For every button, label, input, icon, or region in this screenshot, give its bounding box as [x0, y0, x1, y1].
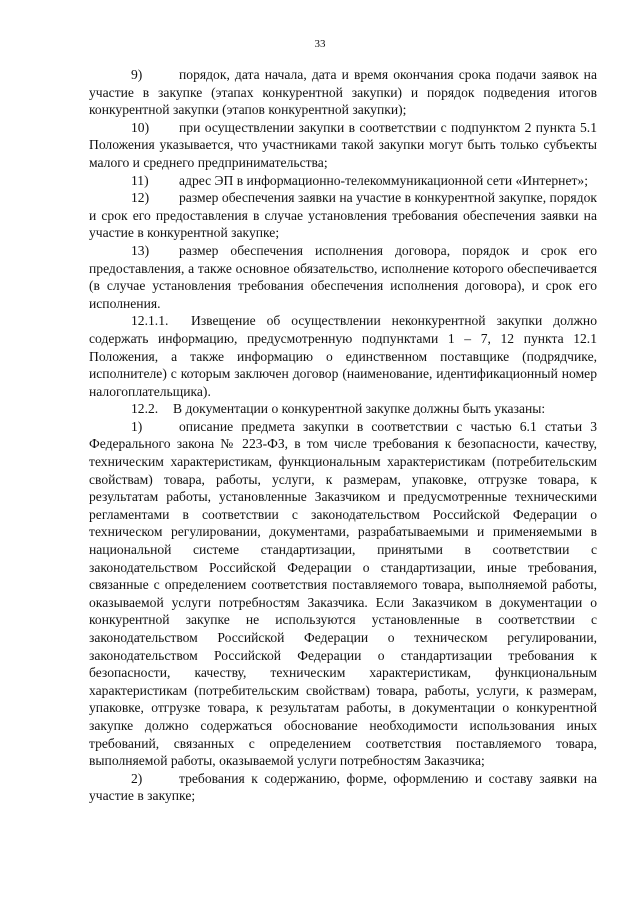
- item-number: 12): [131, 190, 150, 206]
- item-number: 13): [131, 242, 150, 258]
- list-item: [89, 66, 597, 119]
- section-text: Извещение об осуществлении неконкурентной закупки должно содержать информацию, предусмотренную подпунктами 1 – 7, 12 пункта 12.1 Положения, а также информацию о единственном поставщике (подрядчике, исполнителе) с которым заключен договор (наименование, идентификационный номер налогоплательщика).: [89, 313, 597, 399]
- list-item: [89, 770, 597, 805]
- item-number: 11): [131, 172, 149, 188]
- item-text: размер обеспечения заявки на участие в конкурентной закупке, порядок и срок его предоставления в случае установления требования обеспечения заявки на участие в конкурентной закупке;: [89, 190, 597, 241]
- list-item: [89, 119, 597, 172]
- item-text: требования к содержанию, форме, оформлению и составу заявки на участие в закупке;: [89, 770, 597, 804]
- item-text: при осуществлении закупки в соответствии с подпунктом 2 пункта 5.1 Положения указывается, что участниками такой закупки могут быть только субъекты малого и среднего предпринимательства;: [89, 119, 597, 170]
- item-text: адрес ЭП в информационно-телекоммуникационной сети «Интернет»;: [179, 172, 588, 188]
- document-body: [89, 66, 597, 805]
- item-text: порядок, дата начала, дата и время окончания срока подачи заявок на участие в закупке (этапах конкурентной закупки) и порядок подведения итогов конкурентной закупки (этапов конкурентной закупки);: [89, 67, 597, 118]
- section-text: В документации о конкурентной закупке должны быть указаны:: [173, 401, 546, 417]
- section-paragraph: [89, 400, 597, 418]
- list-item: [89, 189, 597, 242]
- item-text: описание предмета закупки в соответствии с частью 6.1 статьи 3 Федерального закона № 223-ФЗ, в том числе требования к безопасности, качеству, техническим характеристикам, функциональным характеристикам (потребительским свойствам) товара, работы, услуги, к размерам, упаковке, отгрузке товара, к результатам работы, установленные Заказчиком и предусмотренные техническими регламентами в соответствии с законодательством Российской Федерации о техническом регулировании, документами, разрабатываемыми и применяемыми в национальной системе стандартизации, принятыми в соответствии с законодательством Российской Федерации о стандартизации, иные требования, связанные с определением соответствия поставляемого товара, выполняемой работы, оказываемой услуги потребностям Заказчика. Если Заказчиком в документации о конкурентной закупке не используются установленные в соответствии с законодательством Российской Федерации о техническом регулировании, законодательством Российской Федерации о стандартизации требования к безопасности, качеству, техническим характеристикам, функциональным характеристикам (потребительским свойствам) товара, работы, услуги, к размерам, упаковке, отгрузке товара, к результатам работы, в документации о конкурентной закупке должно содержаться обоснование необходимости использования иных требований, связанных с определением соответствия поставляемого товара, выполняемой работы, оказываемой услуги потребностям Заказчика;: [89, 418, 597, 769]
- page-number: 33: [314, 38, 326, 50]
- item-number: 10): [131, 119, 150, 135]
- item-number: 2): [131, 770, 143, 786]
- section-paragraph: [89, 312, 597, 400]
- list-item: [89, 418, 597, 770]
- list-item: [89, 242, 597, 312]
- item-number: 1): [131, 418, 143, 434]
- section-number: 12.1.1.: [131, 313, 169, 329]
- list-item: [89, 172, 597, 190]
- section-number: 12.2.: [131, 401, 159, 417]
- item-text: размер обеспечения исполнения договора, порядок и срок его предоставления, а также основное обязательство, исполнение которого обеспечивается (в случае установления требования обеспечения исполнения договора), и срок его исполнения.: [89, 242, 597, 311]
- item-number: 9): [131, 67, 143, 82]
